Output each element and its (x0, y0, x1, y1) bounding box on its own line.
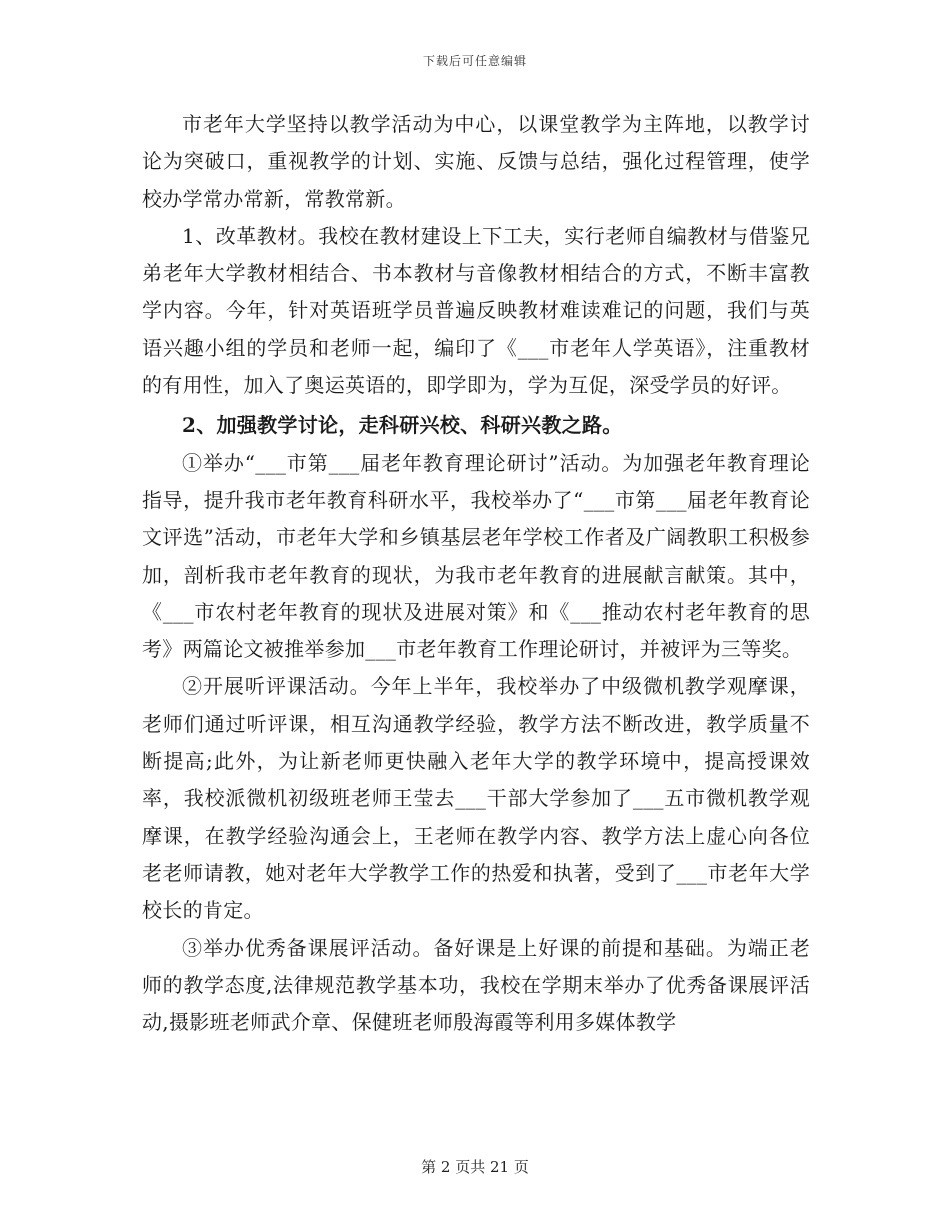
page-number: 第 2 页共 21 页 (421, 1158, 529, 1176)
paragraph-lesson-prep-exhibition: ③举办优秀备课展评活动。备好课是上好课的前提和基础。为端正老师的教学态度,法律规范教学基本功，我校在学期末举办了优秀备课展评活动,摄影班老师武介章、保健班老师殷海霞等利用多媒体教学 (142, 935, 810, 1035)
paragraph-lesson-observation: ②开展听评课活动。今年上半年，我校举办了中级微机教学观摩课，老师们通过听评课，相互沟通教学经验，教学方法不断改进，教学质量不断提高;此外，为让新老师更快融入老年大学的教学环境中，提高授课效率，我校派微机初级班老师王莹去___干部大学参加了___五市微机教学观摩课，在教学经验沟通会上，王老师在教学内容、教学方法上虚心向各位老老师请教，她对老年大学教学工作的热爱和执著，受到了___市老年大学校长的肯定。 (142, 674, 810, 923)
document-body (142, 106, 810, 1041)
header-note: 下载后可任意编辑 (422, 54, 527, 68)
paragraph-textbook-reform: 1、改革教材。我校在教材建设上下工夫，实行老师自编教材与借鉴兄弟老年大学教材相结合、书本教材与音像教材相结合的方式，不断丰富教学内容。今年，针对英语班学员普遍反映教材难读难记的问题，我们与英语兴趣小组的学员和老师一起，编印了《___市老年人学英语》，注重教材的有用性，加入了奥运英语的，即学即为，学为互促，深受学员的好评。 (142, 223, 810, 398)
paragraph-theory-seminar: ①举办“___市第___届老年教育理论研讨”活动。为加强老年教育理论指导，提升我市老年教育科研水平，我校举办了“___市第___届老年教育论文评选”活动，市老年大学和乡镇基层老年学校工作者及广阔教职工积极参加，剖析我市老年教育的现状，为我市老年教育的进展献言献策。其中，《___市农村老年教育的现状及进展对策》和《___推动农村老年教育的思考》两篇论文被推举参加___市老年教育工作理论研讨，并被评为三等奖。 (142, 450, 810, 662)
section-heading-research: 2、加强教学讨论，走科研兴校、科研兴教之路。 (182, 413, 623, 438)
paragraph-intro: 市老年大学坚持以教学活动为中心，以课堂教学为主阵地，以教学讨论为突破口，重视教学的计划、实施、反馈与总结，强化过程管理，使学校办学常办常新，常教常新。 (142, 112, 810, 211)
